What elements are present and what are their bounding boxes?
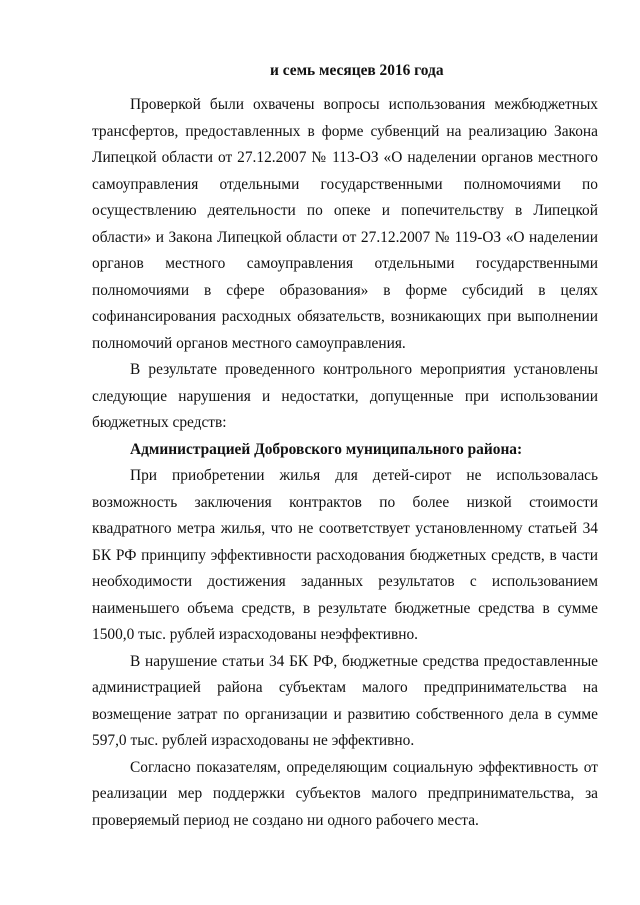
paragraph-audit-scope: Проверкой были охвачены вопросы использования межбюджетных трансфертов, предоставленных в форме субвенций на реализацию Закона Липецкой области от 27.12.2007 № 113-ОЗ «О наделении органов местного самоуправления отдельными государственными полномочиями по осуществлению деятельности по опеке и попечительству в Липецкой области» и Закона Липецкой области от 27.12.2007 № 119-ОЗ «О наделении органов местного самоуправления отдельными государственными полномочиями в сфере образования» в форме субсидий в целях софинансирования расходных обязательств, возникающих при выполнении полномочий органов местного самоуправления. bbox=[92, 96, 598, 352]
section-heading: Администрацией Добровского муниципального района: bbox=[130, 440, 523, 458]
paragraph-no-jobs-created: Согласно показателям, определяющим социальную эффективность от реализации мер поддержки субъектов малого предпринимательства, за проверяемый период не создано ни одного рабочего места. bbox=[92, 758, 598, 829]
paragraph-audit-results: В результате проведенного контрольного мероприятия установлены следующие нарушения и недостатки, допущенные при использовании бюджетных средств: bbox=[92, 361, 598, 431]
paragraph-orphan-housing: При приобретении жилья для детей-сирот не использовалась возможность заключения контрактов по более низкой стоимости квадратного метра жилья, что не соответствует установленному статьей 34 БК РФ принципу эффективности расходования бюджетных средств, в части необходимости достижения заданных результатов с использованием наименьшего объема средств, в результате бюджетные средства в сумме 1500,0 тыс. рублей израсходованы неэффективно. bbox=[92, 467, 598, 643]
document-body bbox=[92, 92, 598, 834]
document-title: и семь месяцев 2016 года bbox=[270, 62, 444, 79]
paragraph-small-business-funds: В нарушение статьи 34 БК РФ, бюджетные средства предоставленные администрацией района субъектам малого предпринимательства на возмещение затрат по организации и развитию собственного дела в сумме 597,0 тыс. рублей израсходованы не эффективно. bbox=[92, 652, 598, 749]
